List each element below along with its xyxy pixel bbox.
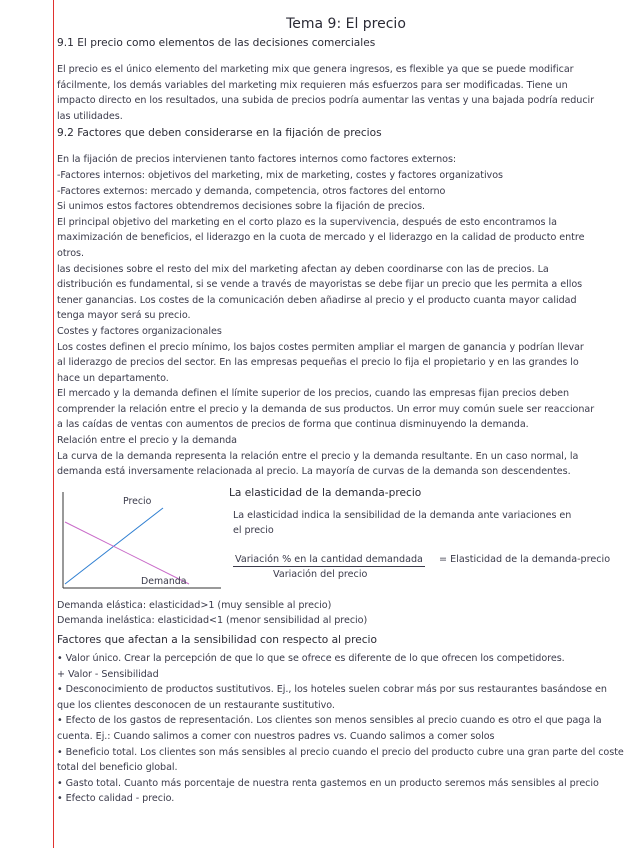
formula-result: = Elasticidad de la demanda-precio: [439, 553, 611, 565]
text-line: La curva de la demanda representa la relación entre el precio y la demanda resultante. En un caso normal, la: [57, 450, 579, 462]
text-line: hace un departamento.: [57, 372, 169, 384]
list-item: • Beneficio total. Los clientes son más sensibles al precio cuando el precio del producto cubre una gran parte del coste: [57, 746, 624, 758]
elasticity-formula: [233, 554, 633, 580]
formula-denominator: Variación del precio: [273, 568, 368, 580]
formula-numerator: Variación % en la cantidad demandada: [235, 553, 423, 565]
text-line: distribución es fundamental, si se vende a través de mayoristas se debe fijar un precio que les permita a ellos: [57, 279, 583, 291]
price-label: Precio: [123, 495, 152, 507]
list-item: • Valor único. Crear la percepción de que lo que se ofrece es diferente de lo que ofrecen los competidores.: [57, 653, 565, 665]
list-item: cuenta. Ej.: Cuando salimos a comer con nuestros padres vs. Cuando salimos a comer solos: [57, 731, 495, 742]
text-line: las decisiones sobre el resto del mix del marketing afectan ay deben coordinarse con las de precios. La: [57, 263, 549, 275]
demand-price-graph: [57, 490, 227, 594]
sensitivity-list: [57, 651, 629, 807]
elastic-types: [57, 598, 629, 629]
text-line: El mercado y la demanda definen el límite superior de los precios, cuando las empresas fijan precios deben: [57, 388, 570, 400]
text-line: las utilidades.: [57, 110, 123, 122]
notes-page: [57, 16, 629, 807]
text-line: tenga mayor será su precio.: [57, 310, 191, 322]
list-item: • Efecto de los gastos de representación. Los clientes son menos sensibles al precio cuando es otro el que paga la: [57, 715, 602, 727]
text-line: Demanda elástica: elasticidad>1 (muy sensible al precio): [57, 599, 332, 611]
elasticity-heading: La elasticidad de la demanda-precio: [229, 486, 422, 499]
text-line: al liderazgo de precios del sector. En las empresas pequeñas el precio lo fija el propietario y en las grandes lo: [57, 357, 579, 369]
section-heading-9-2: 9.2 Factores que deben considerarse en la fijación de precios: [57, 127, 382, 140]
text-line: impacto directo en los resultados, una subida de precios podría aumentar las ventas y una bajada podría reducir: [57, 95, 595, 107]
text-line: a las caídas de ventas con aumentos de precios de forma que continua disminuyendo la demanda.: [57, 419, 529, 431]
list-item: que los clientes desconocen de un restaurante sustitutivo.: [57, 699, 335, 711]
text-line: el precio: [233, 525, 274, 537]
text-line: maximización de beneficios, el liderazgo en la cuota de mercado y el liderazgo en la calidad de producto entre: [57, 232, 585, 244]
text-line: tener ganancias. Los costes de la comunicación deben añadirse al precio y el producto cuanta mayor calidad: [57, 294, 577, 306]
page-title: Tema 9: El precio: [286, 16, 406, 32]
text-line: fácilmente, los demás variables del marketing mix requieren más esfuerzos para ser modificadas. Tiene un: [57, 79, 568, 91]
subheading-line: Relación entre el precio y la demanda: [57, 435, 237, 447]
list-item: + Valor - Sensibilidad: [57, 668, 159, 680]
text-line: -Factores internos: objetivos del marketing, mix de marketing, costes y factores organizativos: [57, 169, 503, 181]
sensitivity-heading: Factores que afectan a la sensibilidad con respecto al precio: [57, 634, 377, 647]
text-line: comprender la relación entre el precio y la demanda de sus productos. Un error muy común suele ser reaccionar: [57, 403, 595, 415]
section-9-2-text: [57, 152, 629, 479]
text-line: Si unimos estos factores obtendremos decisiones sobre la fijación de precios.: [57, 201, 426, 213]
text-line: La elasticidad indica la sensibilidad de la demanda ante variaciones en: [233, 509, 572, 521]
demand-curve: [65, 522, 189, 584]
text-line: otros.: [57, 247, 84, 259]
text-line: -Factores externos: mercado y demanda, competencia, otros factores del entorno: [57, 185, 446, 197]
list-item: • Efecto calidad - precio.: [57, 793, 175, 805]
elasticity-section: [57, 486, 629, 594]
text-line: El principal objetivo del marketing en el corto plazo es la supervivencia, después de esto encontramos la: [57, 216, 557, 228]
list-item: total del beneficio global.: [57, 762, 178, 774]
section-heading-9-1: 9.1 El precio como elementos de las decisiones comerciales: [57, 37, 376, 49]
list-item: • Desconocimiento de productos sustitutivos. Ej., los hoteles suelen cobrar más por sus restaurantes basándose en: [57, 684, 607, 696]
section-9-1-text: [57, 62, 629, 124]
text-line: demanda está inversamente relacionada al precio. La mayoría de curvas de la demanda son descendentes.: [57, 466, 571, 478]
text-line: Los costes definen el precio mínimo, los bajos costes permiten ampliar el margen de ganancia y podrían llevar: [57, 341, 584, 353]
text-line: El precio es el único elemento del marketing mix que genera ingresos, es flexible ya que se puede modificar: [57, 64, 574, 75]
text-line: En la fijación de precios intervienen tanto factores internos como factores externos:: [57, 154, 457, 166]
demand-label: Demanda: [141, 575, 187, 587]
list-item: • Gasto total. Cuanto más porcentaje de nuestra renta gastemos en un producto seremos más sensibles al precio: [57, 777, 599, 789]
text-line: Demanda inelástica: elasticidad<1 (menor sensibilidad al precio): [57, 615, 368, 627]
margin-line: [53, 0, 54, 848]
subheading-line: Costes y factores organizacionales: [57, 325, 222, 337]
elasticity-text: [229, 486, 629, 539]
